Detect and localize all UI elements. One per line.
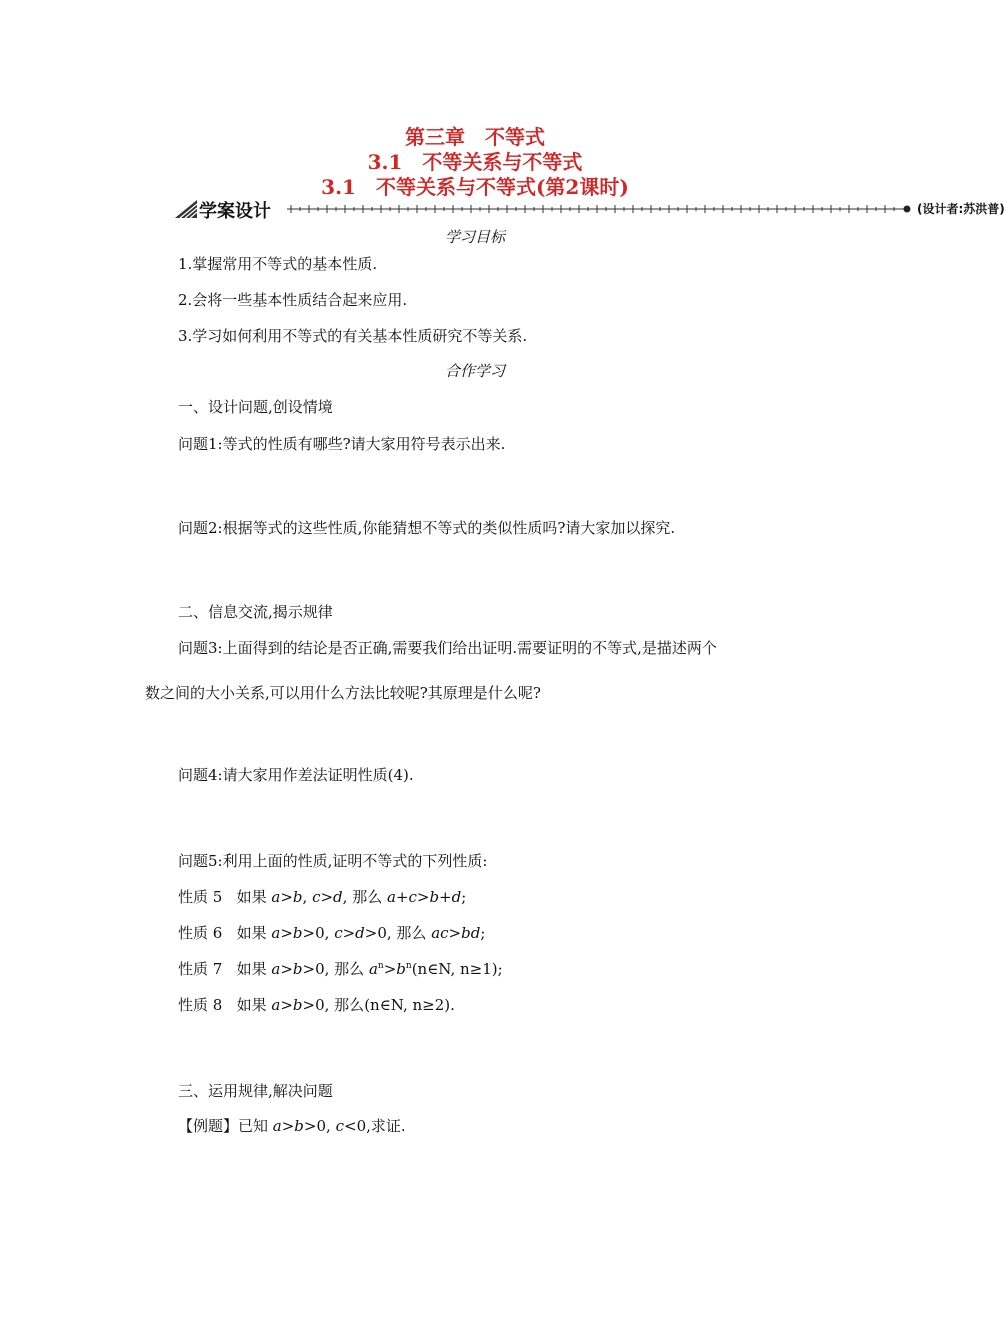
property-6: 性质 6 如果 a>b>0, c>d>0, 那么 ac>bd; bbox=[178, 924, 486, 942]
objective-3: 3.学习如何利用不等式的有关基本性质研究不等关系. bbox=[178, 327, 528, 345]
property-7: 性质 7 如果 a>b>0, 那么 $a^n>b^n(n\in N$, n≥1); bbox=[178, 960, 503, 978]
cooperative-heading: 合作学习 bbox=[444, 362, 505, 380]
banner-label: 学案设计 bbox=[199, 201, 271, 222]
section-title: 3.1 不等关系与不等式 bbox=[367, 150, 583, 174]
question-1: 问题1:等式的性质有哪些?请大家用符号表示出来. bbox=[178, 435, 506, 453]
part3-title: 三、运用规律,解决问题 bbox=[178, 1082, 333, 1100]
part2-title: 二、信息交流,揭示规律 bbox=[178, 603, 333, 621]
designer-credit: (设计者:苏洪普) bbox=[917, 202, 1005, 216]
question-4: 问题4:请大家用作差法证明性质(4). bbox=[178, 766, 414, 784]
objective-2: 2.会将一些基本性质结合起来应用. bbox=[178, 291, 408, 309]
objectives-heading: 学习目标 bbox=[444, 228, 505, 246]
chapter-title: 第三章 不等式 bbox=[405, 125, 545, 149]
banner-triangle-icon bbox=[175, 200, 197, 218]
objective-1: 1.掌握常用不等式的基本性质. bbox=[178, 255, 378, 273]
design-banner bbox=[175, 196, 1005, 222]
part1-title: 一、设计问题,创设情境 bbox=[178, 398, 333, 416]
question-5: 问题5:利用上面的性质,证明不等式的下列性质: bbox=[178, 852, 488, 870]
example-problem: 【例题】已知 a>b>0, c<0,求证. bbox=[178, 1117, 406, 1135]
property-5: 性质 5 如果 a>b, c>d, 那么 a+c>b+d; bbox=[178, 888, 467, 906]
question-3-line2: 数之间的大小关系,可以用什么方法比较呢?其原理是什么呢? bbox=[145, 684, 541, 702]
question-2: 问题2:根据等式的这些性质,你能猜想不等式的类似性质吗?请大家加以探究. bbox=[178, 519, 676, 537]
banner-ruler bbox=[287, 202, 912, 216]
property-8: 性质 8 如果 a>b>0, 那么(n∈N, n≥2). bbox=[178, 996, 455, 1014]
question-3-line1: 问题3:上面得到的结论是否正确,需要我们给出证明.需要证明的不等式,是描述两个 bbox=[178, 639, 717, 657]
lesson-title: 3.1 不等关系与不等式(第2课时) bbox=[321, 175, 629, 199]
